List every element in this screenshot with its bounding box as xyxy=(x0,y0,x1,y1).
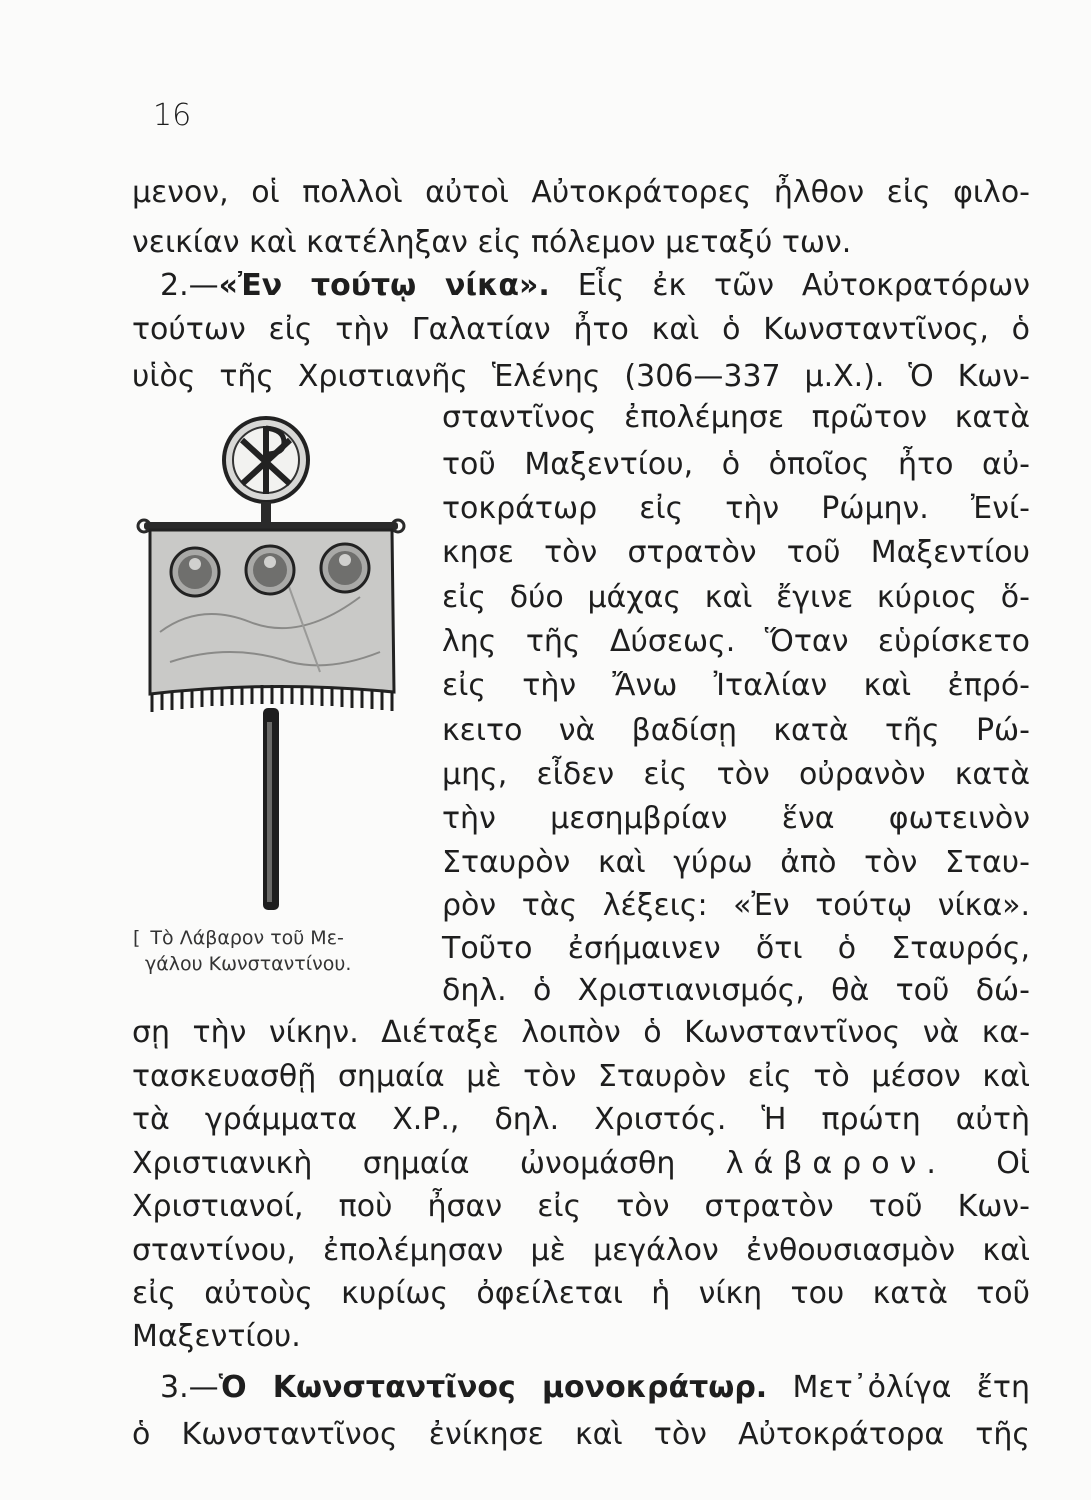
text-line: λης τῆς Δύσεως. Ὅταν εὑρίσκετο xyxy=(442,624,1030,659)
text-line: κησε τὸν στρατὸν τοῦ Μαξεντίου xyxy=(442,535,1030,570)
caption-line: γάλου Κωνσταντίνου. xyxy=(145,953,352,975)
section-number: 3.— xyxy=(160,1370,219,1405)
text-line: εἰς αὐτοὺς κυρίως ὀφείλεται ἡ νίκη του κατὰ τοῦ xyxy=(132,1276,1030,1311)
text-line: εἰς δύο μάχας καὶ ἔγινε κύριος ὅ- xyxy=(442,580,1030,615)
text-line: ρὸν τὰς λέξεις: «Ἐν τούτῳ νίκα». xyxy=(442,888,1030,923)
text-line: Μαξεντίου. xyxy=(132,1319,301,1354)
section-3-heading-line xyxy=(160,1363,1030,1413)
text-line: Σταυρὸν καὶ γύρω ἀπὸ τὸν Σταυ- xyxy=(442,845,1030,880)
text-line: σταντίνου, ἐπολέμησαν μὲ μεγάλον ἐνθουσιασμὸν καὶ xyxy=(132,1233,1030,1268)
labaro-word: λάβαρον. xyxy=(725,1146,946,1181)
text-line: τὴν μεσημβρίαν ἕνα φωτεινὸν xyxy=(442,801,1030,836)
text-line: τασκευασθῇ σημαία μὲ τὸν Σταυρὸν εἰς τὸ μέσον καὶ xyxy=(132,1059,1030,1094)
figure-caption xyxy=(133,925,433,977)
text-line: Τοῦτο ἐσήμαινεν ὅτι ὁ Σταυρός, xyxy=(442,931,1030,966)
text-line: δηλ. ὁ Χριστιανισμός, θὰ τοῦ δώ- xyxy=(442,973,1030,1008)
text-fragment: Εἷς ἐκ τῶν Αὐτοκρατόρων xyxy=(577,268,1030,303)
caption-line: Τὸ Λάβαρον τοῦ Με- xyxy=(150,927,344,949)
page-number: 16 xyxy=(153,98,192,133)
text-fragment: Χριστιανικὴ σημαία ὠνομάσθη xyxy=(132,1146,676,1181)
text-line: σῃ τὴν νίκην. Διέταξε λοιπὸν ὁ Κωνσταντῖνος νὰ κα- xyxy=(132,1015,1030,1050)
text-line: σταντῖνος ἐπολέμησε πρῶτον κατὰ xyxy=(442,400,1030,435)
text-fragment: Μετ᾽ὀλίγα ἔτη xyxy=(792,1370,1030,1405)
text-line: μης, εἶδεν εἰς τὸν οὐρανὸν κατὰ xyxy=(442,757,1030,792)
text-line: τοκράτωρ εἰς τὴν Ρώμην. Ἐνί- xyxy=(442,491,1030,526)
labarum-illustration-icon xyxy=(130,412,420,922)
text-line: ὁ Κωνσταντῖνος ἐνίκησε καὶ τὸν Αὐτοκράτορα τῆς xyxy=(132,1417,1030,1452)
section-2-heading-line xyxy=(160,261,1030,311)
text-fragment: Οἱ xyxy=(996,1146,1030,1181)
text-line: τοῦ Μαξεντίου, ὁ ὁποῖος ἦτο αὐ- xyxy=(442,447,1030,482)
text-line: νεικίαν καὶ κατέληξαν εἰς πόλεμον μεταξύ των. xyxy=(132,225,852,260)
text-line: Χριστιανοί, ποὺ ἦσαν εἰς τὸν στρατὸν τοῦ Κων- xyxy=(132,1189,1030,1224)
section-2-title: «Ἐν τούτῳ νίκα». xyxy=(218,268,550,303)
caption-bracket: [ xyxy=(133,927,141,949)
text-line: υἱὸς τῆς Χριστιανῆς Ἑλένης (306—337 μ.Χ.). Ὁ Κων- xyxy=(132,359,1030,394)
section-number: 2.— xyxy=(160,268,219,303)
text-line: εἰς τὴν Ἄνω Ἰταλίαν καὶ ἐπρό- xyxy=(442,668,1030,703)
text-line: τὰ γράμματα Χ.Ρ., δηλ. Χριστός. Ἡ πρώτη αὐτὴ xyxy=(132,1102,1030,1137)
text-line: μενον, οἱ πολλοὶ αὐτοὶ Αὐτοκράτορες ἦλθον εἰς φιλο- xyxy=(132,175,1030,210)
text-line: τούτων εἰς τὴν Γαλατίαν ἦτο καὶ ὁ Κωνσταντῖνος, ὁ xyxy=(132,312,1030,347)
section-3-title: Ὁ Κωνσταντῖνος μονοκράτωρ. xyxy=(218,1370,768,1405)
text-line: κειτο νὰ βαδίσῃ κατὰ τῆς Ρώ- xyxy=(442,713,1030,748)
